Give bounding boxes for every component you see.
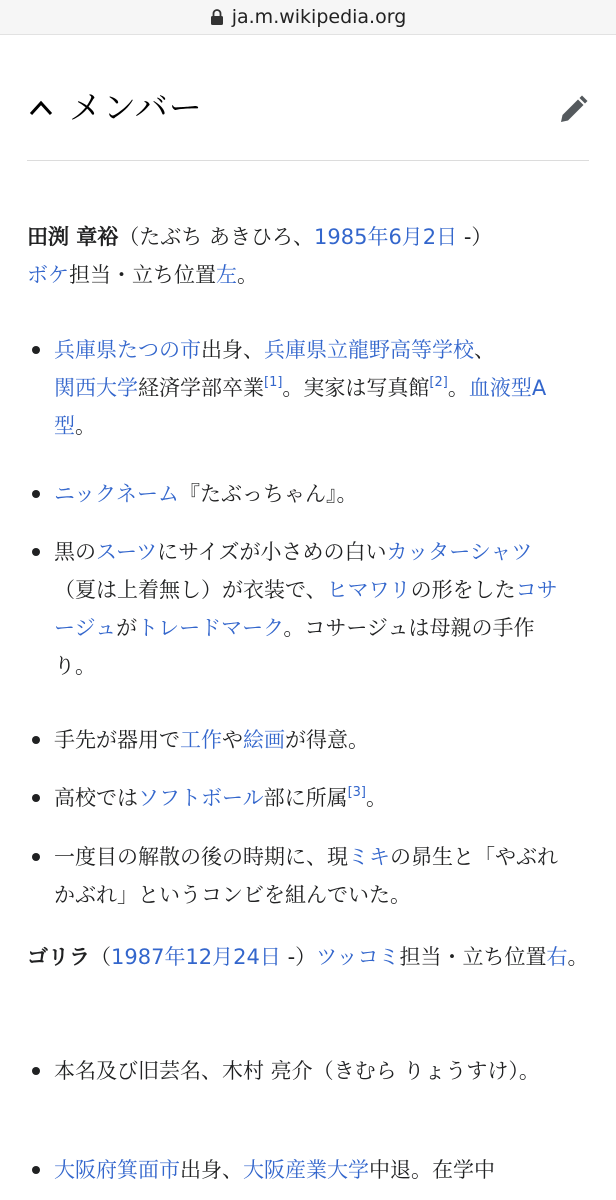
link[interactable]: ヒマワリ [326,578,411,602]
text-span: の昴生と「やぶれかぶれ」というコンビを組んでいた。 [54,845,558,907]
list-item [0,1052,574,1090]
text-span: -） [280,945,317,969]
bullet-dot [32,1067,40,1075]
role-link[interactable]: ツッコミ [316,945,400,969]
section-header[interactable] [27,76,589,161]
link[interactable]: 兵庫県たつの市 [54,338,201,362]
gorira-list [0,1151,616,1189]
link[interactable]: ソフトボール [138,786,264,810]
link[interactable]: 血液型 [468,376,532,400]
list-item [0,331,574,445]
tabuchi-list [0,331,616,445]
text-span: 『たぶっちゃん』。 [178,482,358,506]
bullet-dot [32,490,40,498]
text-span: 手先が器用で [54,728,180,752]
bullet-dot [32,736,40,744]
link[interactable]: コサージュ [54,578,558,640]
link[interactable]: A型 [54,376,547,438]
address-bar[interactable] [0,0,616,35]
lock-icon [210,8,224,26]
link[interactable]: ミキ [348,845,390,869]
text-span: 経済学部卒業 [138,376,264,400]
text-span: の形をした [410,578,516,602]
text-span: 高校では [54,786,138,810]
url-text: ja.m.wikipedia.org [231,6,407,28]
text-span: にサイズが小さめの白い [157,540,387,564]
birthdate-link[interactable]: 1987年12月24日 [111,945,281,969]
text-span: が得意。 [285,728,369,752]
list-item [0,533,574,685]
bullet-dot [32,346,40,354]
list-item [0,1151,574,1189]
link[interactable]: 絵画 [243,728,285,752]
text-span: 出身、 [180,1158,243,1182]
tabuchi-list [0,475,616,513]
position-link[interactable]: 左 [216,263,237,287]
list-item [0,779,574,817]
link[interactable]: 兵庫県立龍野高等学校 [264,338,474,362]
text-span: （ [90,945,111,969]
text-span: や [222,728,243,752]
text-span: 。 [75,414,96,438]
text-span: 黒の [54,540,96,564]
gorira-list [0,1052,616,1090]
link[interactable]: 工作 [180,728,222,752]
text-span: 担当・立ち位置 [69,263,216,287]
reference-link[interactable]: [2] [429,375,448,390]
reference-link[interactable]: [3] [347,785,367,800]
text-span: 。 [237,263,258,287]
text-span: 担当・立ち位置 [399,945,547,969]
list-item [0,475,574,513]
reference-link[interactable]: [1] [264,375,283,390]
tabuchi-list [0,533,616,685]
text-span: -） [457,225,493,249]
link[interactable]: 関西大学 [54,376,138,400]
text-span: 本名及び旧芸名、木村 亮介（きむら りょうすけ）。 [54,1059,540,1083]
link[interactable]: カッターシャツ [386,540,533,564]
link[interactable]: トレードマーク [137,616,284,640]
link[interactable]: スーツ [96,540,158,564]
member-name: 田渕 章裕 [27,225,119,249]
birthdate-link[interactable]: 1985年6月2日 [314,225,458,249]
tabuchi-list [0,721,616,759]
list-item [0,721,574,759]
link[interactable]: 大阪府 [54,1158,117,1182]
member-gorira-intro [27,938,592,976]
text-span: 。 [567,945,589,969]
bullet-dot [32,548,40,556]
text-span: 。コサージュは母親の手作り。 [54,616,535,678]
list-item [0,838,574,914]
chevron-up-icon[interactable] [27,94,55,122]
position-link[interactable]: 右 [546,945,568,969]
text-span: 部に所属 [263,786,348,810]
reading-text: （たぶち あきひろ、 [118,225,314,249]
member-name: ゴリラ [27,945,90,969]
text-span: 、 [474,338,495,362]
role-link[interactable]: ボケ [27,263,69,287]
text-span: 一度目の解散の後の時期に、現 [54,845,348,869]
link[interactable]: 箕面市 [117,1158,180,1182]
section-title: メンバー [69,88,203,127]
text-span: 出身、 [201,338,264,362]
text-span: が [116,616,138,640]
pencil-edit-icon[interactable] [557,94,589,126]
link[interactable]: ニックネーム [54,482,179,506]
text-span: （夏は上着無し）が衣装で、 [54,578,327,602]
member-tabuchi-intro [27,218,592,294]
text-span: 。 [447,376,469,400]
bullet-dot [32,853,40,861]
text-span: 中退。在学中 [369,1158,495,1182]
text-span: 。 [366,786,388,810]
tabuchi-list [0,779,616,817]
bullet-dot [32,794,40,802]
link[interactable]: 大阪産業大学 [243,1158,369,1182]
tabuchi-list [0,838,616,914]
bullet-dot [32,1166,40,1174]
text-span: 。実家は写真館 [282,376,430,400]
